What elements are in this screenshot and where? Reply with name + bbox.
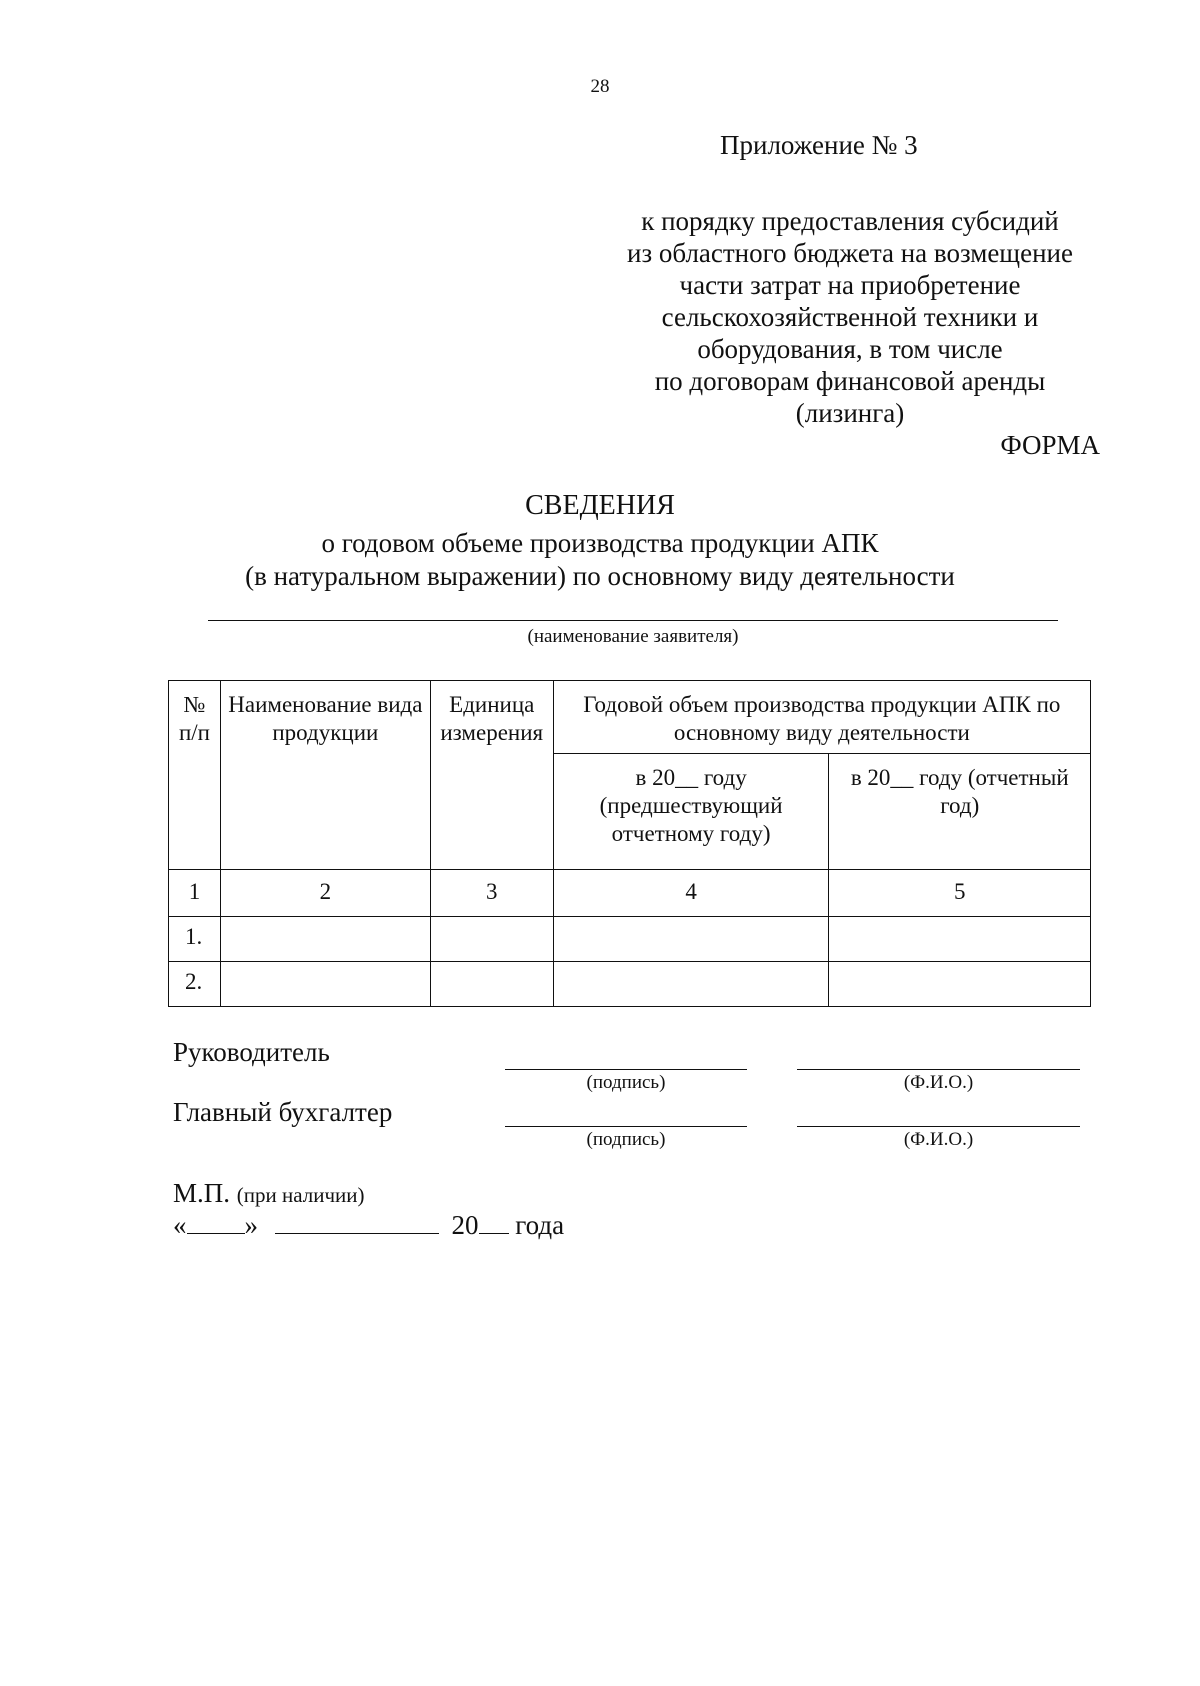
date-open-quote: « <box>173 1210 187 1240</box>
head-label: Руководитель <box>173 1037 330 1067</box>
applicant-name-field[interactable] <box>208 620 1058 621</box>
header-number: № п/п <box>169 681 221 870</box>
appendix-caption-line: из областного бюджета на возмещение <box>627 238 1073 268</box>
header-row <box>169 681 1091 754</box>
head-signature-field[interactable] <box>505 1069 747 1070</box>
previous-year-cell[interactable] <box>553 917 829 962</box>
reporting-year-cell[interactable] <box>829 962 1091 1007</box>
appendix-title: Приложение № 3 <box>720 130 918 160</box>
column-number: 3 <box>430 870 553 917</box>
column-number: 5 <box>829 870 1091 917</box>
unit-cell[interactable] <box>430 962 553 1007</box>
head-name-caption: (Ф.И.О.) <box>903 1072 974 1093</box>
date-day-field[interactable] <box>187 1211 245 1234</box>
column-number: 4 <box>553 870 829 917</box>
date-close-quote: » <box>244 1210 258 1240</box>
column-number: 2 <box>220 870 430 917</box>
date-year-field[interactable] <box>479 1211 509 1234</box>
stamp-label <box>173 1178 364 1209</box>
unit-cell[interactable] <box>430 917 553 962</box>
appendix-caption-line: к порядку предоставления субсидий <box>641 206 1059 236</box>
accountant-label: Главный бухгалтер <box>173 1097 393 1127</box>
accountant-name-caption: (Ф.И.О.) <box>903 1129 974 1150</box>
production-table <box>168 680 1091 1007</box>
appendix-caption-line: оборудования, в том числе <box>697 334 1003 364</box>
stamp-abbreviation: М.П. <box>173 1178 231 1208</box>
header-annual-volume: Годовой объем производства продукции АПК по основному виду деятельности <box>553 681 1090 754</box>
row-number: 2. <box>169 962 221 1007</box>
appendix-caption <box>600 205 1100 429</box>
appendix-caption-line: (лизинга) <box>795 398 905 428</box>
stamp-note: (при наличии) <box>236 1183 365 1207</box>
appendix-caption-line: сельскохозяйственной техники и <box>661 302 1039 332</box>
document-subtitle-line: о годовом объеме производства продукции АПК <box>321 528 879 558</box>
accountant-name-field[interactable] <box>797 1126 1080 1127</box>
appendix-caption-line: части затрат на приобретение <box>679 270 1021 300</box>
column-number-row <box>169 870 1091 917</box>
document-subtitle <box>0 527 1200 593</box>
header-unit: Единица измерения <box>430 681 553 870</box>
header-reporting-year: в 20__ году (отчетный год) <box>829 753 1091 869</box>
applicant-caption: (наименование заявителя) <box>527 626 739 647</box>
date-year-prefix: 20 <box>451 1210 479 1240</box>
date-month-field[interactable] <box>275 1211 439 1234</box>
date-suffix: года <box>515 1210 565 1240</box>
date-field <box>173 1210 564 1241</box>
document-subtitle-line: (в натуральном выражении) по основному виду деятельности <box>245 561 955 591</box>
head-name-field[interactable] <box>797 1069 1080 1070</box>
table-row <box>169 962 1091 1007</box>
product-name-cell[interactable] <box>220 917 430 962</box>
appendix-caption-line: по договорам финансовой аренды <box>654 366 1046 396</box>
reporting-year-cell[interactable] <box>829 917 1091 962</box>
form-label: ФОРМА <box>1000 430 1100 460</box>
table-row <box>169 917 1091 962</box>
previous-year-cell[interactable] <box>553 962 829 1007</box>
column-number: 1 <box>169 870 221 917</box>
row-number: 1. <box>169 917 221 962</box>
page-number: 28 <box>590 76 610 97</box>
head-signature-caption: (подпись) <box>586 1072 666 1093</box>
accountant-signature-field[interactable] <box>505 1126 747 1127</box>
product-name-cell[interactable] <box>220 962 430 1007</box>
header-previous-year: в 20__ году (предшествующий отчетному году) <box>553 753 829 869</box>
accountant-signature-caption: (подпись) <box>586 1129 666 1150</box>
header-product-name: Наименование вида продукции <box>220 681 430 870</box>
document-title: СВЕДЕНИЯ <box>525 490 675 521</box>
